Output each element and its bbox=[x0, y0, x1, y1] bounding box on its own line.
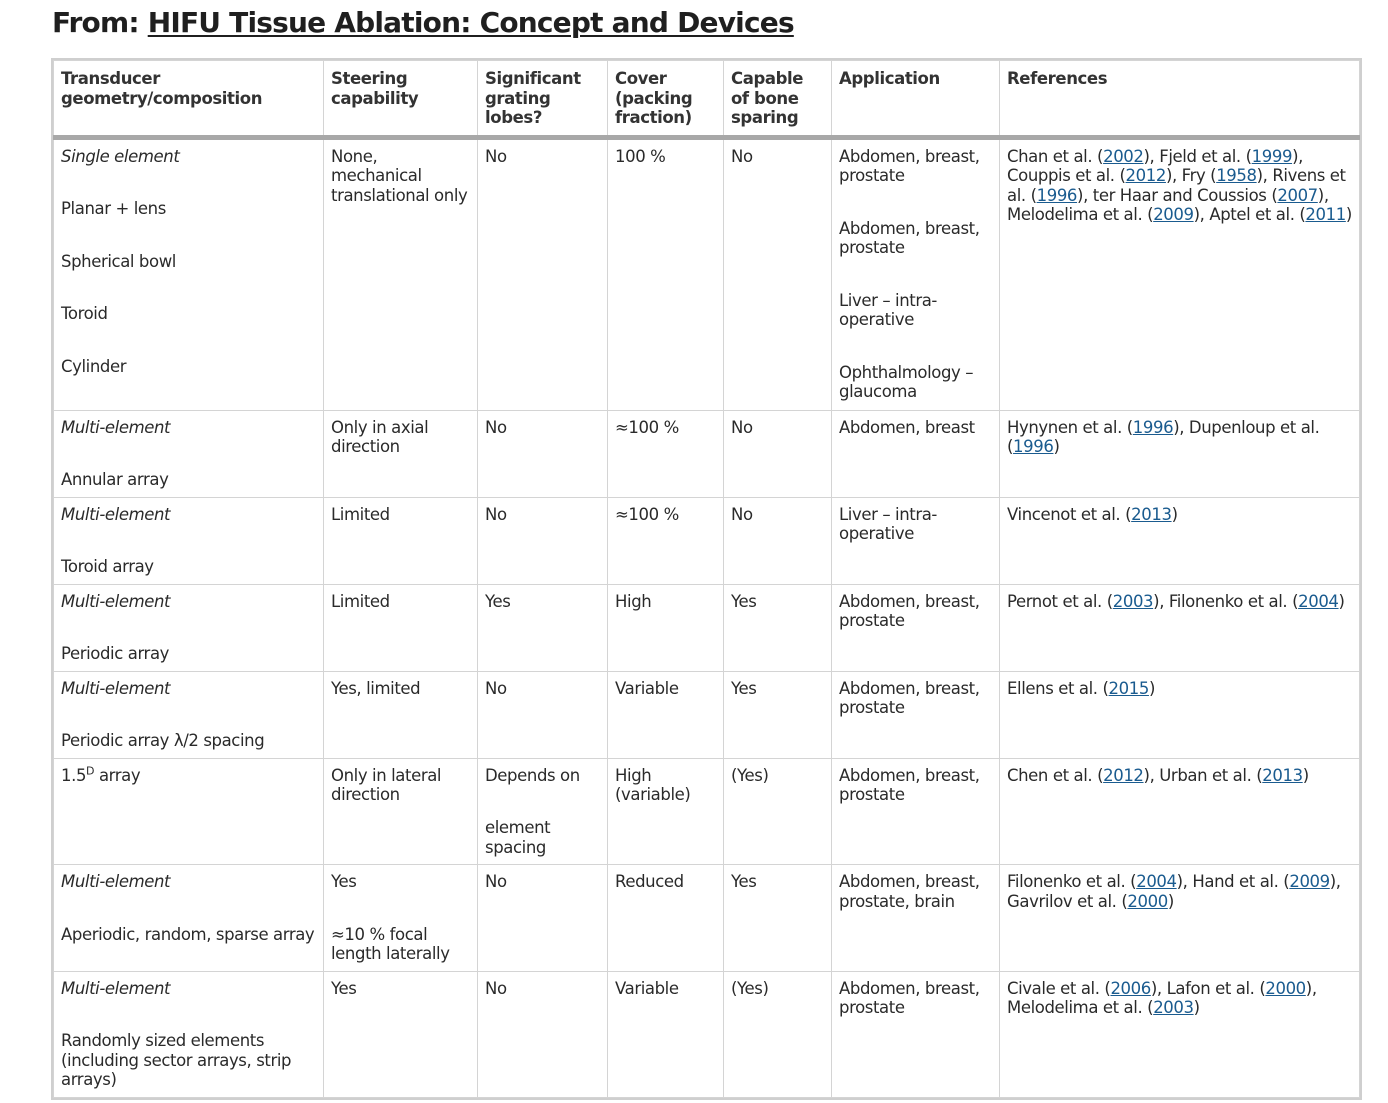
cell-geometry bbox=[54, 497, 324, 584]
cell-geometry bbox=[54, 971, 324, 1097]
reference-year-link[interactable]: 1996 bbox=[1013, 437, 1054, 456]
geometry-item: Toroid array bbox=[61, 557, 154, 576]
cell-references: Ellens et al. (2015) bbox=[1000, 671, 1360, 758]
table-row bbox=[54, 971, 1360, 1097]
cell-geometry bbox=[54, 137, 324, 410]
steering-text: Yes bbox=[331, 872, 357, 891]
reference-year-link[interactable]: 1996 bbox=[1036, 185, 1078, 205]
table-row bbox=[54, 410, 1360, 497]
cell-bone-sparing: (Yes) bbox=[724, 971, 832, 1097]
cell-geometry bbox=[54, 410, 324, 497]
geometry-type: Multi-element bbox=[61, 678, 171, 698]
cell-references: Chan et al. (2002), Fjeld et al. (1999), Couppis et al. (2012), Fry (1958), Rivens et al. (1996), ter Haar and Coussios (2007), Melodelima et al. (2009), Aptel et al. (2011) bbox=[1000, 137, 1360, 410]
application-item: Liver – intra-operative bbox=[839, 290, 937, 329]
cell-geometry bbox=[54, 671, 324, 758]
cell-application bbox=[832, 137, 1000, 410]
geometry-superscript: D bbox=[86, 764, 95, 777]
chapter-title-link[interactable]: HIFU Tissue Ablation: Concept and Devices bbox=[147, 6, 794, 39]
reference-year-link[interactable]: 2013 bbox=[1262, 765, 1303, 785]
reference-year-link[interactable]: 2015 bbox=[1108, 678, 1149, 698]
cell-steering bbox=[324, 865, 478, 972]
reference-year-link[interactable]: 2003 bbox=[1153, 998, 1194, 1017]
cell-geometry bbox=[54, 865, 324, 972]
cell-steering: Yes, limited bbox=[324, 671, 478, 758]
cell-cover: ≈100 % bbox=[608, 497, 724, 584]
cell-grating: No bbox=[478, 137, 608, 410]
geometry-item: Cylinder bbox=[61, 356, 127, 376]
cell-cover: High (variable) bbox=[608, 758, 724, 865]
cell-bone-sparing: Yes bbox=[724, 671, 832, 758]
cell-references: Filonenko et al. (2004), Hand et al. (2009), Gavrilov et al. (2000) bbox=[1000, 865, 1360, 972]
table-row bbox=[54, 584, 1360, 671]
cell-grating: No bbox=[478, 671, 608, 758]
cell-steering: None, mechanical translational only bbox=[324, 137, 478, 410]
table-row bbox=[54, 137, 1360, 410]
reference-year-link[interactable]: 1996 bbox=[1132, 417, 1174, 437]
application-item: Abdomen, breast, prostate bbox=[839, 591, 980, 630]
cell-cover: High bbox=[608, 584, 724, 671]
cell-bone-sparing: Yes bbox=[724, 584, 832, 671]
reference-year-link[interactable]: 2011 bbox=[1305, 205, 1346, 224]
cell-application bbox=[832, 865, 1000, 972]
col-header-application: Application bbox=[832, 61, 1000, 138]
application-item: Ophthalmology – glaucoma bbox=[839, 362, 974, 401]
reference-year-link[interactable]: 2004 bbox=[1136, 872, 1177, 891]
application-item: Abdomen, breast, prostate bbox=[839, 765, 980, 804]
cell-bone-sparing: No bbox=[724, 497, 832, 584]
reference-year-link[interactable]: 2013 bbox=[1131, 504, 1172, 524]
reference-year-link[interactable]: 2012 bbox=[1125, 166, 1166, 185]
geometry-item: Toroid bbox=[61, 304, 108, 323]
cell-references: Pernot et al. (2003), Filonenko et al. (2004) bbox=[1000, 584, 1360, 671]
reference-year-link[interactable]: 2000 bbox=[1265, 978, 1306, 998]
cell-steering: Only in lateral direction bbox=[324, 758, 478, 865]
reference-year-link[interactable]: 2000 bbox=[1127, 891, 1168, 911]
application-item: Abdomen, breast, prostate bbox=[839, 678, 980, 717]
transducer-table bbox=[53, 60, 1360, 1098]
reference-year-link[interactable]: 2009 bbox=[1153, 205, 1194, 224]
cell-grating: No bbox=[478, 971, 608, 1097]
reference-year-link[interactable]: 2007 bbox=[1277, 185, 1318, 205]
page-heading bbox=[52, 6, 794, 39]
cell-grating: No bbox=[478, 497, 608, 584]
cell-cover: Reduced bbox=[608, 865, 724, 972]
cell-references: Chen et al. (2012), Urban et al. (2013) bbox=[1000, 758, 1360, 865]
cell-application bbox=[832, 758, 1000, 865]
geometry-item: Annular array bbox=[61, 470, 169, 489]
cell-references: Vincenot et al. (2013) bbox=[1000, 497, 1360, 584]
cell-application bbox=[832, 584, 1000, 671]
cell-application bbox=[832, 497, 1000, 584]
cell-steering: Yes bbox=[324, 971, 478, 1097]
table-container bbox=[51, 58, 1362, 1100]
col-header-grating: Significant grating lobes? bbox=[478, 61, 608, 138]
cell-cover: Variable bbox=[608, 971, 724, 1097]
reference-year-link[interactable]: 2003 bbox=[1112, 591, 1154, 611]
cell-cover: ≈100 % bbox=[608, 410, 724, 497]
application-item: Liver – intra-operative bbox=[839, 504, 937, 543]
cell-application bbox=[832, 971, 1000, 1097]
col-header-cover: Cover (packing fraction) bbox=[608, 61, 724, 138]
cell-bone-sparing: Yes bbox=[724, 865, 832, 972]
geometry-type: Multi-element bbox=[61, 872, 171, 891]
reference-year-link[interactable]: 1999 bbox=[1251, 146, 1293, 166]
geometry-item: Periodic array bbox=[61, 644, 170, 663]
geometry-item: Aperiodic, random, sparse array bbox=[61, 924, 315, 944]
application-item: Abdomen, breast, prostate, brain bbox=[839, 872, 980, 911]
table-row bbox=[54, 865, 1360, 972]
geometry-type: Multi-element bbox=[61, 504, 171, 524]
geometry-type: Multi-element bbox=[61, 417, 171, 437]
geometry-item: Periodic array λ/2 spacing bbox=[61, 731, 265, 750]
table-row bbox=[54, 758, 1360, 865]
cell-geometry bbox=[54, 584, 324, 671]
cell-grating: No bbox=[478, 410, 608, 497]
table-row bbox=[54, 671, 1360, 758]
geometry-type: Multi-element bbox=[61, 591, 171, 611]
cell-bone-sparing: (Yes) bbox=[724, 758, 832, 865]
reference-year-link[interactable]: 2009 bbox=[1289, 872, 1330, 891]
cell-cover: 100 % bbox=[608, 137, 724, 410]
cell-application bbox=[832, 671, 1000, 758]
reference-year-link[interactable]: 1958 bbox=[1216, 166, 1257, 185]
reference-year-link[interactable]: 2002 bbox=[1103, 146, 1144, 166]
table-body bbox=[54, 137, 1360, 1097]
geometry-type: Single element bbox=[61, 146, 180, 166]
col-header-bone: Capable of bone sparing bbox=[724, 61, 832, 138]
reference-year-link[interactable]: 2004 bbox=[1298, 591, 1339, 611]
col-header-geometry: Transducer geometry/composition bbox=[54, 61, 324, 138]
cell-steering: Limited bbox=[324, 497, 478, 584]
cell-references: Civale et al. (2006), Lafon et al. (2000), Melodelima et al. (2003) bbox=[1000, 971, 1360, 1097]
cell-steering: Limited bbox=[324, 584, 478, 671]
col-header-steering: Steering capability bbox=[324, 61, 478, 138]
cell-cover: Variable bbox=[608, 671, 724, 758]
geometry-item: Randomly sized elements (including sector arrays, strip arrays) bbox=[61, 1031, 292, 1089]
reference-year-link[interactable]: 2006 bbox=[1110, 978, 1151, 998]
geometry-item: $1.5^D$ array bbox=[61, 764, 141, 785]
cell-application bbox=[832, 410, 1000, 497]
cell-bone-sparing: No bbox=[724, 410, 832, 497]
table-header-row bbox=[54, 61, 1360, 138]
cell-bone-sparing: No bbox=[724, 137, 832, 410]
geometry-item: Planar + lens bbox=[61, 199, 166, 218]
steering-text: ≈10 % focal length laterally bbox=[331, 924, 450, 963]
application-item: Abdomen, breast, prostate bbox=[839, 218, 980, 257]
heading-prefix: From: bbox=[52, 6, 148, 39]
cell-grating: No bbox=[478, 865, 608, 972]
grating-text: element spacing bbox=[485, 818, 551, 857]
col-header-references: References bbox=[1000, 61, 1360, 138]
application-item: Abdomen, breast bbox=[839, 417, 975, 437]
cell-geometry bbox=[54, 758, 324, 865]
cell-steering: Only in axial direction bbox=[324, 410, 478, 497]
grating-text: Depends on bbox=[485, 765, 580, 785]
geometry-item: Spherical bowl bbox=[61, 251, 176, 271]
application-item: Abdomen, breast, prostate bbox=[839, 978, 980, 1017]
application-item: Abdomen, breast, prostate bbox=[839, 146, 980, 185]
cell-grating: Yes bbox=[478, 584, 608, 671]
cell-references: Hynynen et al. (1996), Dupenloup et al. (1996) bbox=[1000, 410, 1360, 497]
table-row bbox=[54, 497, 1360, 584]
cell-grating bbox=[478, 758, 608, 865]
reference-year-link[interactable]: 2012 bbox=[1103, 765, 1144, 785]
geometry-type: Multi-element bbox=[61, 978, 171, 998]
